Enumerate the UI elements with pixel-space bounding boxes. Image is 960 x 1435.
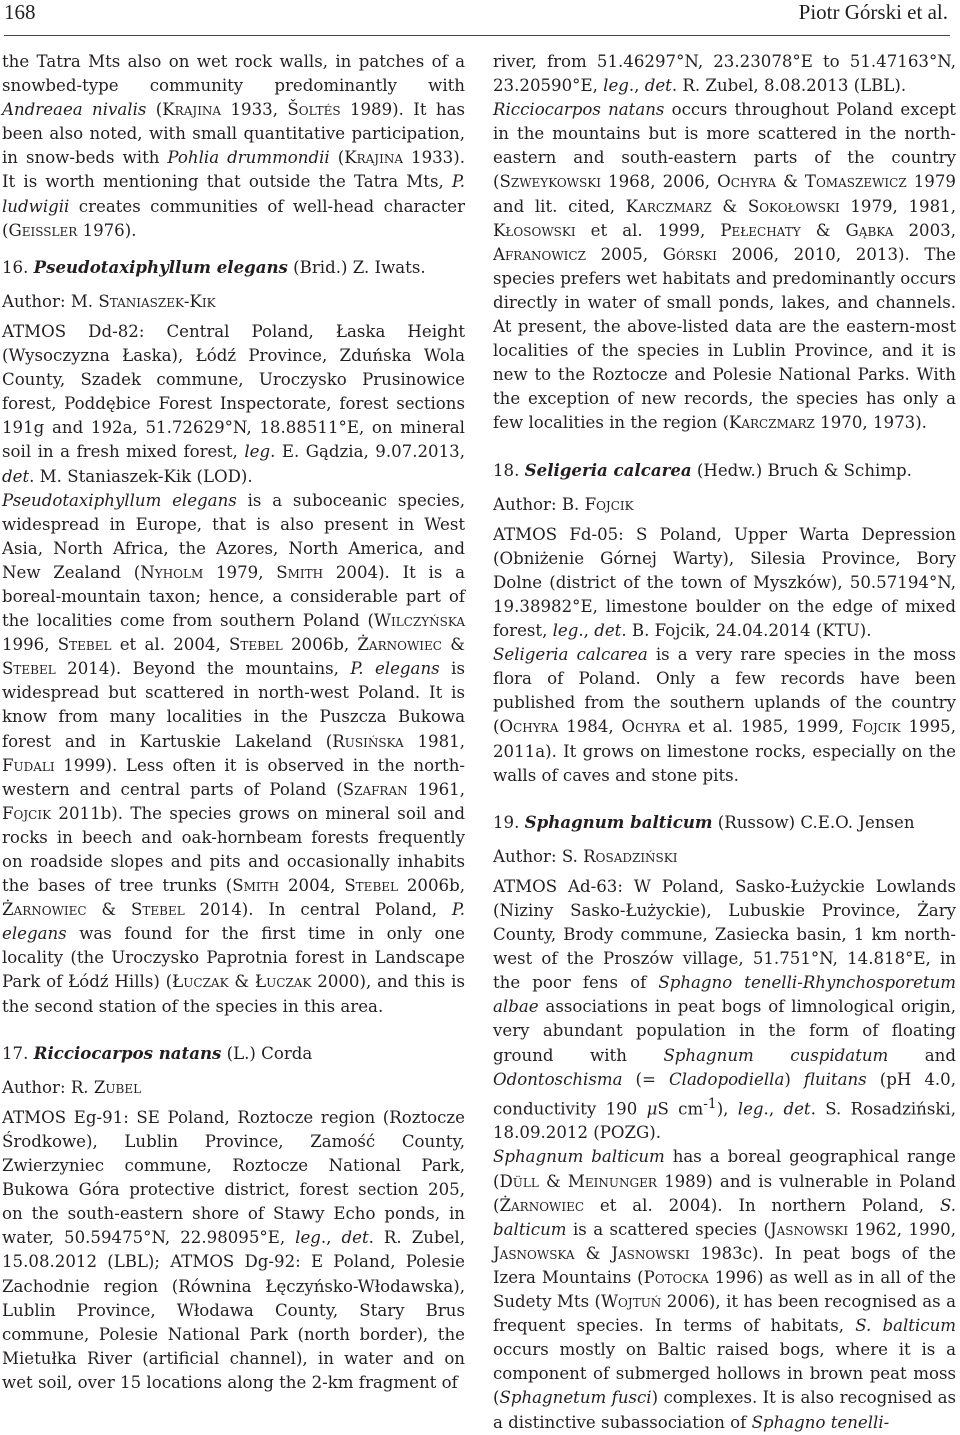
discussion-17: Ricciocarpos natans occurs throughout Poland except in the mountains but is more scattered in the north-eastern and south-eastern parts of the country (Szweykowski 1968, 2006, Ochyra & Tomaszewicz 1979 and lit. cited, Karczmarz & Sokołowski 1979, 1981, Kłosowski et al. 1999, Pełechaty & Gąbka 2003, Afranowicz 2005, Górski 2006, 2010, 2013). The species prefers wet habitats and predominantly occurs directly in water of small ponds, lakes, and channels. At present, the above-listed data are the eastern-most localities of the species in Lublin Province, and it is new to the Roztocze and Polesie National Parks. With the exception of new records, the species has only a few localities in the region (Karczmarz 1970, 1973). xyxy=(493,100,957,433)
record-18: ATMOS Fd-05: S Poland, Upper Warta Depression (Obniżenie Górnej Warty), Silesia Province, Bory Dolne (district of the town of Myszków), 50.57194°N, 19.38982°E, limestone boulder on the edge of mixed forest, leg., det. B. Fojcik, 24.04.2014 (KTU). xyxy=(493,524,956,641)
left-column xyxy=(2,50,465,1435)
record-17-continued: river, from 51.46297°N, 23.23078°E to 51.47163°N, 23.20590°E, leg., det. R. Zubel, 8.08.2013 (LBL). xyxy=(493,52,956,96)
page-number: 168 xyxy=(4,0,36,24)
species-heading-19: 19. Sphagnum balticum (Russow) C.E.O. Jensen xyxy=(493,811,915,832)
species-heading-18: 18. Seligeria calcarea (Hedw.) Bruch & Schimp. xyxy=(493,459,912,480)
header-rule xyxy=(4,35,950,36)
author-17: Author: R. Zubel xyxy=(2,1077,142,1097)
author-19: Author: S. Rosadziński xyxy=(493,846,678,866)
right-column xyxy=(493,50,956,1435)
discussion-19: Sphagnum balticum has a boreal geographical range (Düll & Meinunger 1989) and is vulnerable in Poland (Żarnowiec et al. 2004). In northern Poland, S. balticum is a scattered species (Jasnowski 1962, 1990, Jasnowska & Jasnowski 1983c). In peat bogs of the Izera Mountains (Potocka 1996) as well as in all of the Sudety Mts (Wojtuń 2006), it has been recognised as a frequent species. In terms of habitats, S. balticum occurs mostly on Baltic raised bogs, where it is a component of submerged hollows in brown peat moss (Sphagnetum fusci) complexes. It is also recognised as a distinctive subassociation of Sphagno tenelli- xyxy=(493,1147,956,1432)
record-17: ATMOS Eg-91: SE Poland, Roztocze region (Roztocze Środkowe), Lublin Province, Zamość County, Zwierzyniec commune, Roztocze National Park, Bukowa Góra protective district, forest section 205, on the south-eastern shore of Stawy Echo ponds, in water, 50.59475°N, 22.98095°E, leg., det. R. Zubel, 15.08.2012 (LBL); ATMOS Dg-92: E Poland, Polesie Zachodnie region (Równina Łęczyńsko-Włodawska), Lublin Province, Włodawa County, Stary Brus commune, Polesie National Park (north border), the Mietułka River (artificial channel), in water and on wet soil, over 15 locations along the 2-km fragment of xyxy=(2,1107,465,1392)
running-header xyxy=(2,0,956,46)
species-heading-16: 16. Pseudotaxiphyllum elegans (Brid.) Z. Iwats. xyxy=(2,256,426,277)
species-heading-17: 17. Ricciocarpos natans (L.) Corda xyxy=(2,1042,313,1063)
two-column-body xyxy=(2,46,956,1435)
paragraph-ludwigii: the Tatra Mts also on wet rock walls, in patches of a snowbed-type community predominantly with Andreaea nivalis (Krajina 1933, Šoltés 1989). It has been also noted, with small quantitative participation, in snow-beds with Pohlia drummondii (Krajina 1933). It is worth mentioning that outside the Tatra Mts, P. ludwigii creates communities of well-head character (Geissler 1976). xyxy=(2,52,465,240)
discussion-18: Seligeria calcarea is a very rare species in the moss flora of Poland. Only a few records have been published from the southern uplands of the country (Ochyra 1984, Ochyra et al. 1985, 1999, Fojcik 1995, 2011a). It grows on limestone rocks, especially on the walls of caves and stone pits. xyxy=(493,645,956,785)
record-16: ATMOS Dd-82: Central Poland, Łaska Height (Wysoczyzna Łaska), Łódź Province, Zduńska Wola County, Szadek commune, Uroczysko Prusinowice forest, Poddębice Forest Inspectorate, forest sections 191g and 192a, 51.72629°N, 18.88511°E, on mineral soil in a fresh mixed forest, leg. E. Gądzia, 9.07.2013, det. M. Staniaszek-Kik (LOD). xyxy=(2,321,465,486)
running-title: Piotr Górski et al. xyxy=(798,0,948,24)
author-18: Author: B. Fojcik xyxy=(493,494,634,514)
discussion-16: Pseudotaxiphyllum elegans is a suboceanic species, widespread in Europe, that is also present in West Asia, North Africa, the Azores, North America, and New Zealand (Nyholm 1979, Smith 2004). It is a boreal-mountain taxon; hence, a considerable part of the localities come from southern Poland (Wilczyńska 1996, Stebel et al. 2004, Stebel 2006b, Żarnowiec & Stebel 2014). Beyond the mountains, P. elegans is widespread but scattered in north-west Poland. It is know from many localities in the Puszcza Bukowa forest and in Kartuskie Lakeland (Rusińska 1981, Fudali 1999). Less often it is observed in the north-western and central parts of Poland (Szafran 1961, Fojcik 2011b). The species grows on mineral soil and rocks in beech and oak-hornbeam forests frequently on roadside slopes and pits and occasionally inhabits the bases of tree trunks (Smith 2004, Stebel 2006b, Żarnowiec & Stebel 2014). In central Poland, P. elegans was found for the first time in only one locality (the Uroczysko Paprotnia forest in Landscape Park of Łódź Hills) (Łuczak & Łuczak 2000), and this is the second station of the species in this area. xyxy=(2,490,466,1016)
author-16: Author: M. Staniaszek-Kik xyxy=(2,291,216,311)
record-19: ATMOS Ad-63: W Poland, Sasko-Łużyckie Lowlands (Niziny Sasko-Łużyckie), Lubuskie Province, Żary County, Brody commune, Zasiecka basin, 1 km north-west of the Proszów village, 51.751°N, 14.818°E, in the poor fens of Sphagno tenelli-Rhynchosporetum albae associations in peat bogs of limnological origin, very abundant population in the form of floating ground with Sphagnum cuspidatum and Odontoschisma (= Cladopodiella) fluitans (pH 4.0, conductivity 190 μS $cm^{-1}$), leg., det. S. Rosadziński, 18.09.2012 (POZG). xyxy=(493,876,957,1143)
